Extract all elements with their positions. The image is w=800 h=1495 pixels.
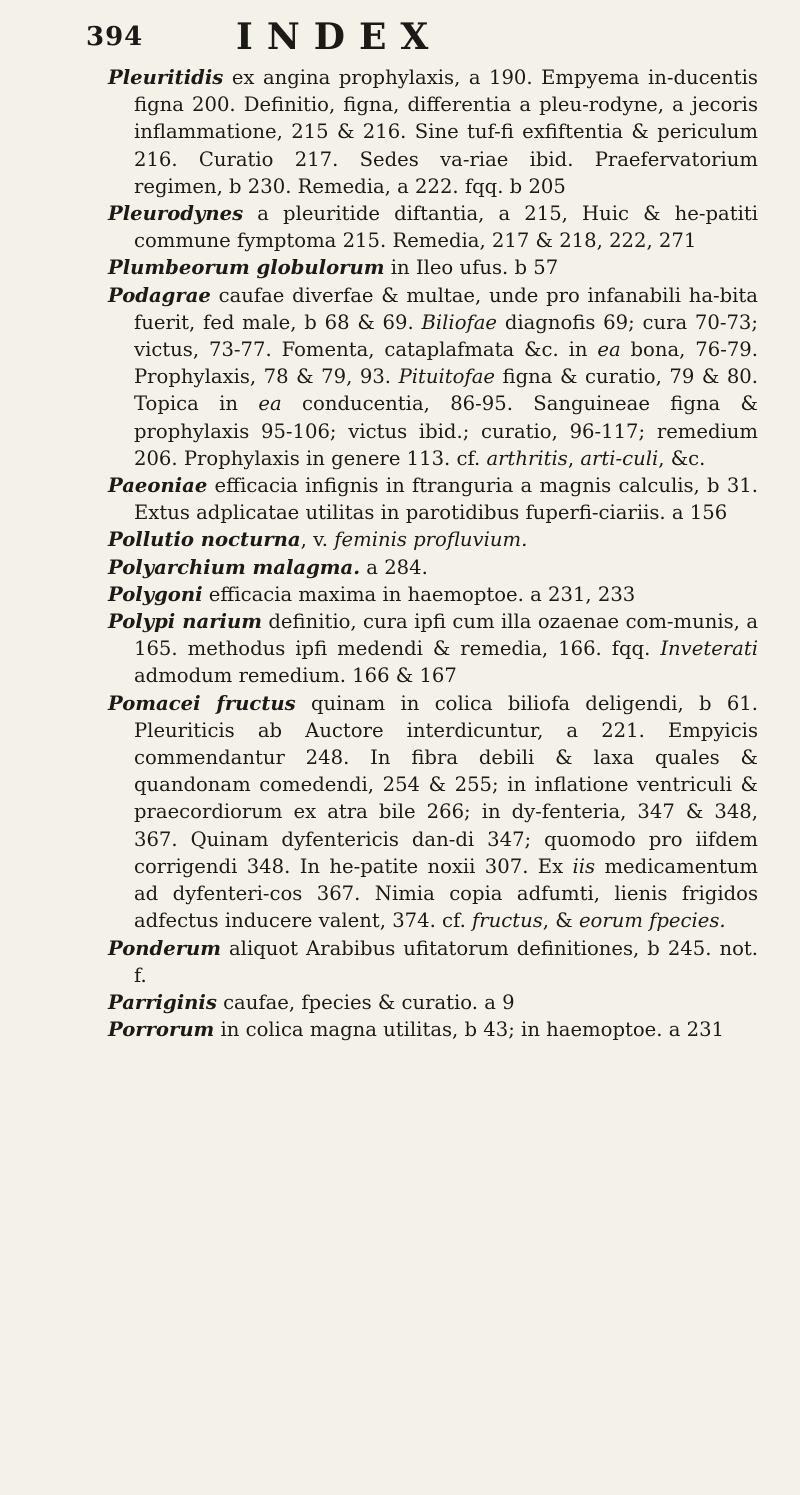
entry-headword: Ponderum (108, 936, 221, 960)
entry-text: conducentia, 86-95. Sanguineae figna & prophylaxis 95-106; victus ibid.; curatio, 96-117; remedium 206. Prophylaxis in genere 113. cf. (134, 392, 758, 470)
entry-italic-text: Pituitofae (398, 365, 495, 389)
index-entry (108, 1016, 758, 1043)
index-entry (108, 200, 758, 254)
index-entry (108, 690, 758, 935)
entry-italic-text: Inveterati (660, 637, 758, 661)
entry-headword: Polygoni (108, 582, 203, 606)
entry-headword: Porrorum (108, 1018, 215, 1042)
entry-headword: Pleuritidis (108, 66, 224, 89)
entry-text: in Ileo ufus. b 57 (384, 256, 559, 280)
index-entry (108, 935, 758, 989)
entry-text: figna & curatio, 79 & 80. Topica in (134, 365, 758, 416)
entry-italic-text: feminis profluvium. (334, 528, 528, 552)
entry-italic-text: eorum fpecies. (578, 909, 726, 933)
entry-text: , (567, 446, 581, 470)
entry-italic-text: ea (597, 338, 621, 362)
index-entry (108, 282, 758, 472)
entry-text: definitio, cura ipfi cum illa ozaenae com-munis, a 165. methodus ipfi medendi & remedia, 166. fqq. (134, 610, 758, 661)
entry-headword: Podagrae (108, 283, 211, 307)
entry-text: aliquot Arabibus ufitatorum definitiones, b 245. not. f. (134, 936, 758, 987)
entry-text: caufae, fpecies & curatio. a 9 (216, 990, 515, 1014)
entry-italic-text: fructus (472, 909, 543, 933)
entry-text: efficacia maxima in haemoptoe. a 231, 233 (202, 582, 636, 606)
entry-italic-text: Biliofae (421, 310, 498, 334)
entry-text: efficacia infignis in ftranguria a magnis calculis, b 31. Extus adplicatae utilitas in parotidibus fuperfi-ciariis. a 156 (134, 474, 758, 525)
index-entry (108, 581, 758, 608)
index-entry (108, 989, 758, 1016)
entry-text: diagnofis 69; cura 70-73; victus, 73-77. Fomenta, cataplafmata &c. in (134, 310, 758, 362)
index-entry (108, 254, 758, 281)
entry-text: quinam in colica biliofa deligendi, b 61. Pleuriticis ab Auctore interdicuntur, a 221. Empyicis commendantur 248. In fibra debili & laxa quales & quandonam comedendi, 254 & 255; in inflatione ventriculi & praecordiorum ex atra bile 266; in dy-fenteria, 347 & 348, 367. Quinam dyfentericis dan-di 347; quomodo pro iifdem corrigendi 348. In he-patite noxii 307. Ex (134, 691, 758, 878)
entry-italic-text: arti-culi (580, 446, 659, 470)
entry-text: caufae diverfae & multae, unde pro infanabili ha-bita fuerit, fed male, b 68 & 69. (134, 283, 758, 334)
page-header (86, 14, 686, 58)
entry-text: medicamentum ad dyfenteri-cos 367. Nimia copia adfumti, lienis frigidos adfectus inducere valent, 374. cf. (134, 854, 758, 933)
entry-italic-text: arthritis (486, 446, 568, 470)
index-entries (108, 64, 758, 1043)
entry-headword: Parriginis (108, 990, 217, 1014)
index-entry (108, 526, 758, 553)
entry-text: , & (542, 909, 579, 933)
entry-headword: Polypi narium (108, 610, 262, 634)
entry-headword: Pleurodynes (108, 202, 244, 226)
index-entry (108, 472, 758, 526)
entry-headword: Pomacei fructus (108, 691, 296, 715)
entry-text: a pleuritide diftantia, a 215, Huic & he-patiti commune fymptoma 215. Remedia, 217 & 218, 222, 271 (134, 202, 758, 253)
entry-text: bona, 76-79. Prophylaxis, 78 & 79, 93. (134, 338, 758, 389)
entry-text: , v. (300, 528, 335, 552)
entry-text: in colica magna utilitas, b 43; in haemoptoe. a 231 (214, 1018, 725, 1042)
entry-headword: Paeoniae (108, 474, 208, 498)
running-head: INDEX (236, 16, 443, 58)
entry-italic-text: iis (572, 854, 596, 878)
entry-text: , &c. (658, 446, 706, 470)
page-number: 394 (86, 22, 144, 52)
index-entry (108, 554, 758, 581)
entry-text: ex angina prophylaxis, a 190. Empyema in-ducentis figna 200. Definitio, figna, differentia a pleu-rodyne, a jecoris inflammatione, 215 & 216. Sine tuf-fi exfiftentia & periculum 216. Curatio 217. Sedes va-riae ibid. Praefervatorium regimen, b 230. Remedia, a 222. fqq. b 205 (134, 66, 758, 198)
entry-headword: Plumbeorum globulorum (108, 256, 385, 280)
entry-italic-text: ea (258, 392, 282, 416)
entry-headword: Polyarchium malagma. (108, 555, 361, 579)
entry-text: admodum remedium. 166 & 167 (134, 664, 457, 688)
index-entry (108, 608, 758, 690)
entry-headword: Pollutio nocturna (108, 528, 301, 552)
entry-text: a 284. (360, 555, 428, 579)
index-entry (108, 64, 758, 200)
